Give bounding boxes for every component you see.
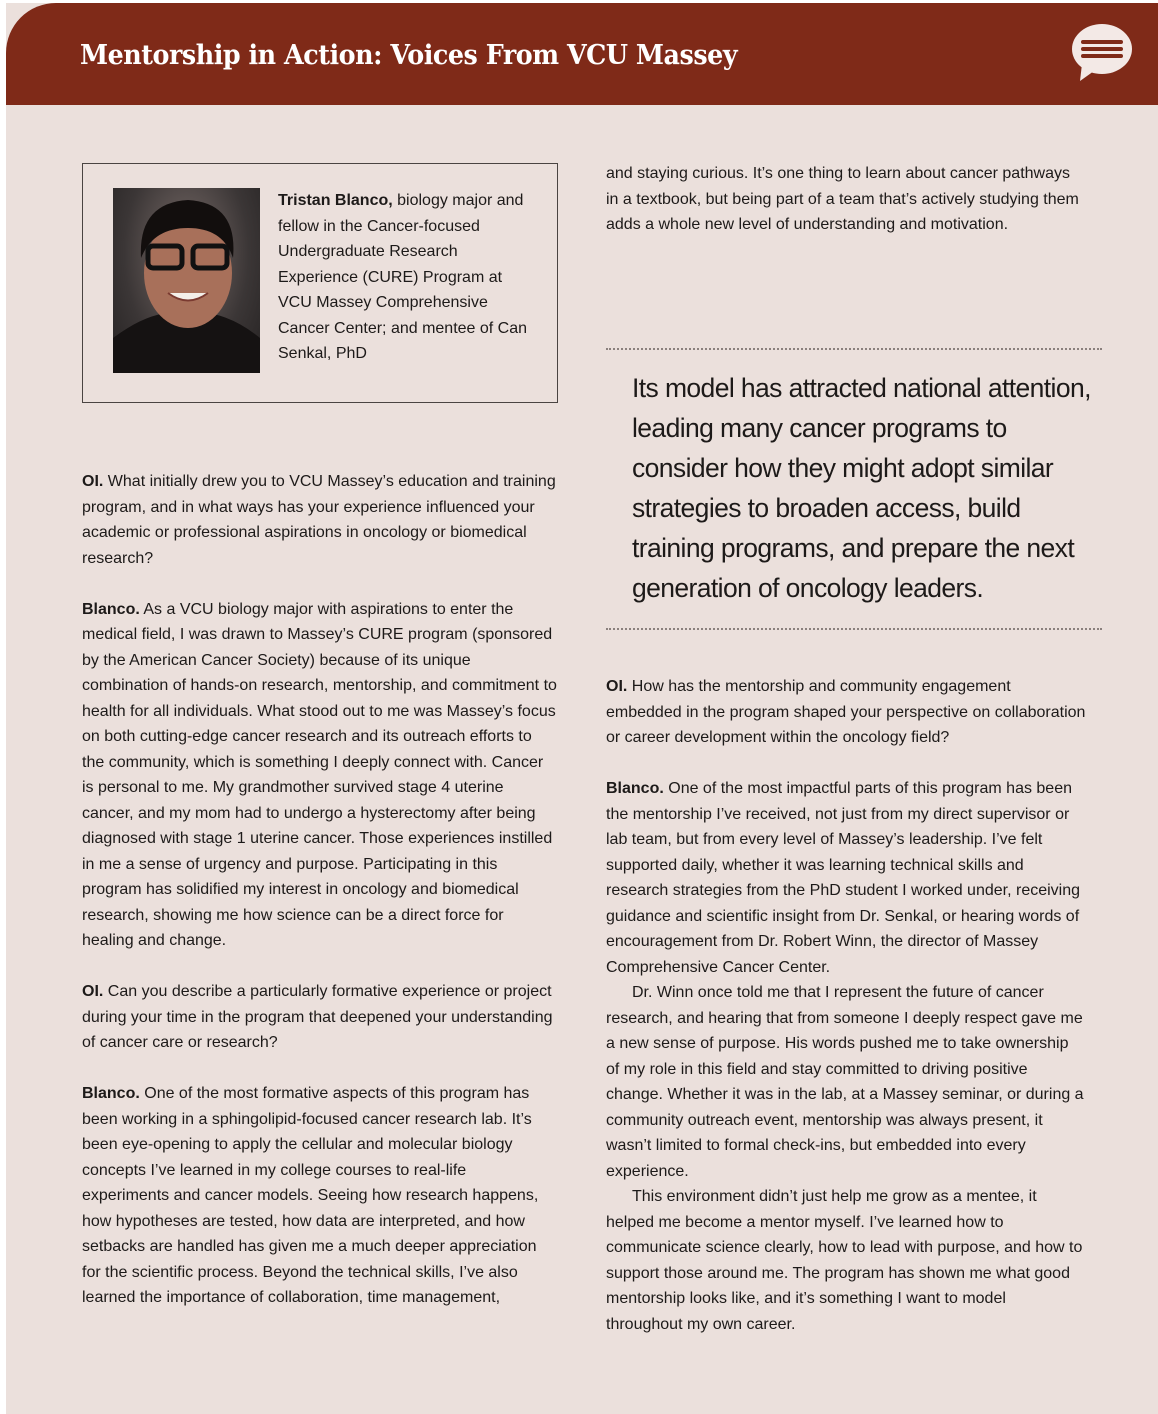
portrait-photo <box>113 188 260 373</box>
a-lead: Blanco. <box>606 780 664 797</box>
question-3 <box>606 674 1086 751</box>
q-lead: OI. <box>606 678 628 695</box>
q-text: What initially drew you to VCU Massey’s education and training program, and in what ways has your experience influenced your academic or professional aspirations in oncology or biomedical research? <box>82 473 556 567</box>
bio-caption <box>278 188 533 367</box>
answer-3 <box>606 776 1086 980</box>
a-text: As a VCU biology major with aspirations to enter the medical field, I was drawn to Massey’s CURE program (sponsored by the American Cancer Society) because of its unique combination of hands-on research, mentorship, and commitment to health for all individuals. What stood out to me was Massey’s focus on both cutting-edge cancer research and its outreach efforts to the community, which is something I deeply connect with. Cancer is personal to me. My grandmother survived stage 4 uterine cancer, and my mom had to undergo a hysterectomy after being diagnosed with stage 1 uterine cancer. Those experiences instilled in me a sense of urgency and purpose. Participating in this program has solidified my interest in oncology and biomedical research, showing me how science can be a direct force for healing and change. <box>82 600 557 949</box>
bio-description: biology major and fellow in the Cancer-focused Undergraduate Research Experience (CURE) Program at VCU Massey Comprehensive Cancer Center; and mentee of Can Senkal, PhD <box>278 192 528 362</box>
q-text: Can you describe a particularly formative experience or project during your time in the program that deepened your understanding of cancer care or research? <box>82 983 553 1051</box>
right-column <box>606 674 1086 1337</box>
right-column-top <box>606 161 1086 238</box>
a-lead: Blanco. <box>82 1085 140 1102</box>
q-lead: OI. <box>82 473 104 490</box>
question-1 <box>82 469 557 571</box>
answer-3-paragraph-3: This environment didn’t just help me grow as a mentee, it helped me become a mentor myself. I’ve learned how to communicate science clearly, how to lead with purpose, and how to support those around me. The program has shown me what good mentorship looks like, and it’s something I want to model throughout my own career. <box>606 1188 1083 1333</box>
answer-2 <box>82 1081 557 1311</box>
question-2 <box>82 979 557 1056</box>
page-title: Mentorship in Action: Voices From VCU Massey <box>80 40 738 71</box>
q-text: How has the mentorship and community engagement embedded in the program shaped your perspective on collaboration or career development within the oncology field? <box>606 678 1086 746</box>
bio-box <box>82 163 558 403</box>
answer-2-continued: and staying curious. It’s one thing to learn about cancer pathways in a textbook, but being part of a team that’s actively studying them adds a whole new level of understanding and motivation. <box>606 165 1079 233</box>
a-text: One of the most impactful parts of this program has been the mentorship I’ve received, not just from my direct supervisor or lab team, but from every level of Massey’s leadership. I’ve felt supported daily, whether it was learning technical skills and research strategies from the PhD student I worked under, receiving guidance and scientific insight from Dr. Senkal, or hearing words of encouragement from Dr. Robert Winn, the director of Massey Comprehensive Cancer Center. <box>606 780 1081 976</box>
bio-name: Tristan Blanco, <box>278 192 393 209</box>
chat-bubble-menu-icon[interactable] <box>1072 24 1132 82</box>
answer-1 <box>82 597 557 954</box>
q-lead: OI. <box>82 983 104 1000</box>
a-text: One of the most formative aspects of this program has been working in a sphingolipid-focused cancer research lab. It’s been eye-opening to apply the cellular and molecular biology concepts I’ve learned in my college courses to real-life experiments and cancer models. Seeing how research happens, how hypotheses are tested, how data are interpreted, and how setbacks are handled has given me a much deeper appreciation for the scientific process. Beyond the technical skills, I’ve also learned the importance of collaboration, time management, <box>82 1085 539 1306</box>
left-column <box>82 469 557 1311</box>
pull-quote: Its model has attracted national attention, leading many cancer programs to consider how they might adopt similar strategies to broaden access, build training programs, and prepare the next generation of oncology leaders. <box>606 348 1102 630</box>
answer-3-paragraph-2: Dr. Winn once told me that I represent the future of cancer research, and hearing that from someone I deeply respect gave me a new sense of purpose. His words pushed me to take ownership of my role in this field and stay committed to driving positive change. Whether it was in the lab, at a Massey seminar, or during a community outreach event, mentorship was always present, it wasn’t limited to formal check-ins, but embedded into every experience. <box>606 984 1084 1180</box>
a-lead: Blanco. <box>82 600 140 618</box>
